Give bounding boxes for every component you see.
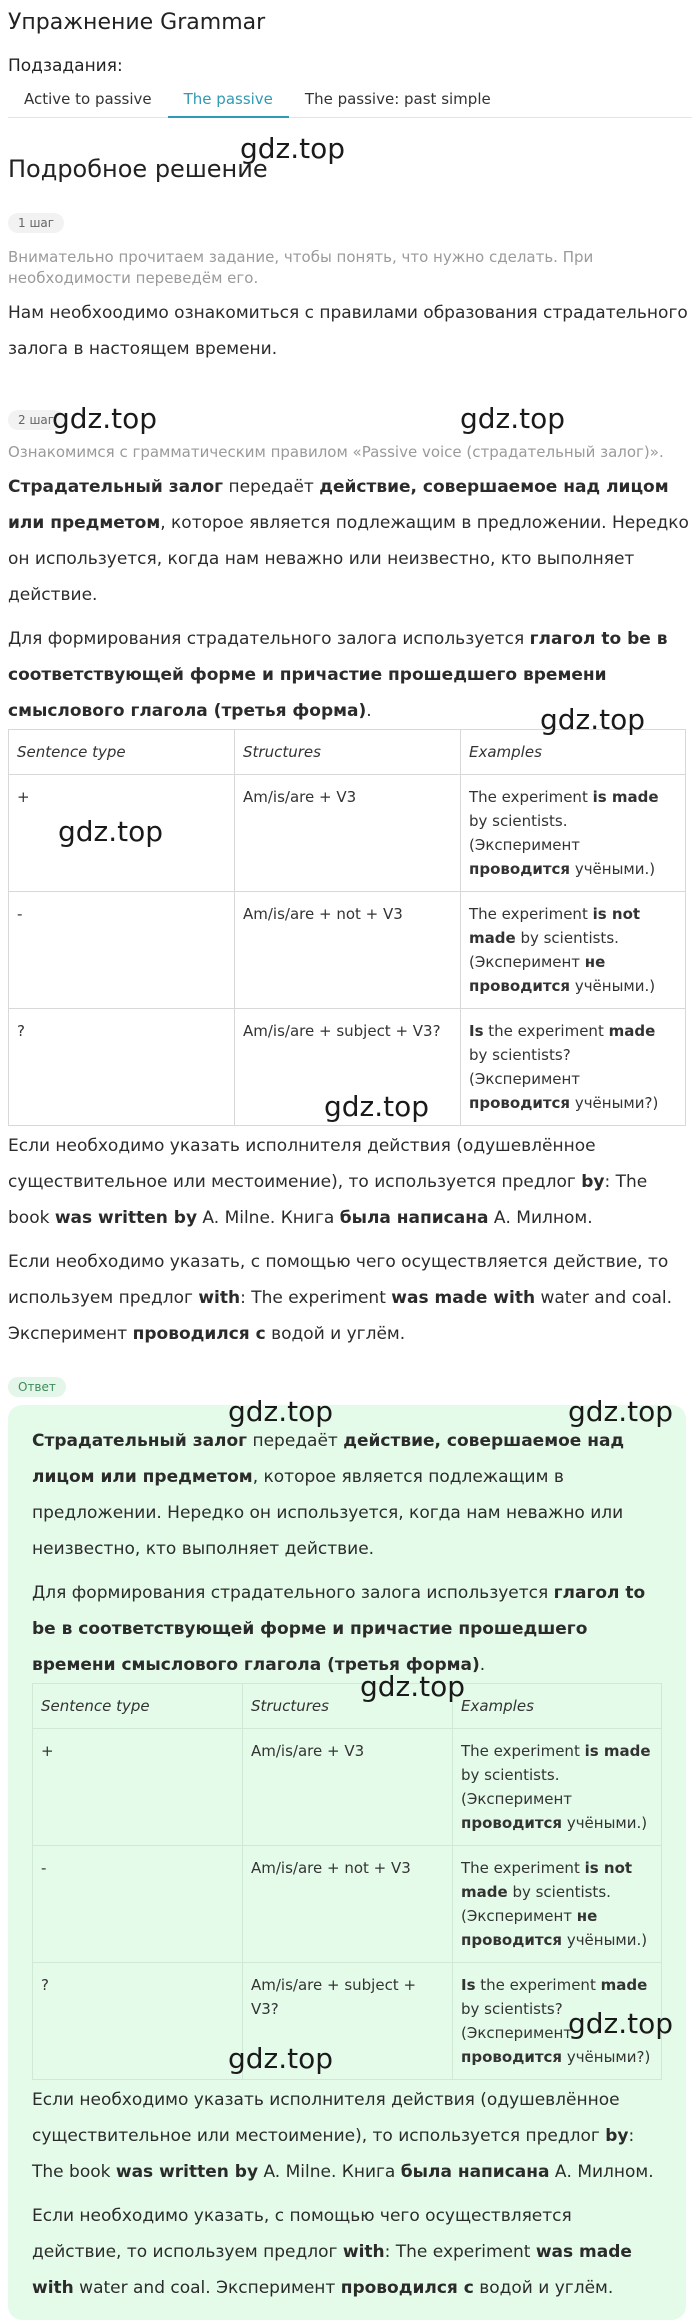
solution-heading: Подробное решение: [8, 155, 268, 183]
step-1-text: Нам необхоодимо ознакомиться с правилами образования страдательного залога в настоящем времени.: [8, 303, 688, 359]
table-header-row: [9, 730, 686, 775]
answer-chip: Ответ: [8, 1377, 66, 1397]
table-row: ? Am/is/are + subject + V3? Is the experiment made by scientists? (Эксперимент проводится учёными?): [9, 1009, 686, 1126]
step-1-hint: Внимательно прочитаем задание, чтобы понять, что нужно сделать. При необходимости переведём его.: [8, 248, 594, 287]
table-row: + Am/is/are + V3 The experiment is made by scientists. (Эксперимент проводится учёными.): [33, 1729, 662, 1846]
table-row: - Am/is/are + not + V3 The experiment is not made by scientists. (Эксперимент не проводится учёными.): [9, 892, 686, 1009]
step-1-chip: 1 шаг: [8, 213, 64, 233]
tab-the-passive[interactable]: The passive: [168, 84, 289, 118]
subtask-tabs: [8, 84, 692, 118]
watermark: gdz.top: [58, 815, 164, 848]
subtasks-label: Подзадания:: [8, 56, 123, 76]
watermark: gdz.top: [568, 1395, 674, 1428]
rule-table: [8, 729, 686, 1126]
answer-paragraph-2: Для формирования страдательного залога используется глагол to be в соответствующей форме и причастие прошедшего времени смыслового глагола (третья форма).: [32, 1583, 646, 1675]
table-row: - Am/is/are + not + V3 The experiment is not made by scientists. (Эксперимент не проводится учёными.): [33, 1846, 662, 1963]
tab-active-to-passive[interactable]: Active to passive: [24, 90, 152, 108]
answer-paragraph-3: Если необходимо указать исполнителя действия (одушевлённое существительное или местоимение), то используется предлог by: The book was written by A. Milne. Книга была написана А. Милном.: [32, 2090, 654, 2182]
watermark: gdz.top: [460, 402, 566, 435]
col-header-type: Sentence type: [9, 730, 235, 775]
watermark: gdz.top: [568, 2007, 674, 2040]
watermark: gdz.top: [324, 1090, 430, 1123]
table-row: + Am/is/are + V3 The experiment is made by scientists. (Эксперимент проводится учёными.): [9, 775, 686, 892]
rule-paragraph-3: Если необходимо указать исполнителя действия (одушевлённое существительное или местоимение), то используется предлог by: The book was written by A. Milne. Книга была написана А. Милном.: [8, 1136, 648, 1228]
rule-block: [8, 469, 692, 1352]
rule-paragraph-4: Если необходимо указать, с помощью чего осуществляется действие, то используем предлог with: The experiment was made with water and coal. Эксперимент проводился с водой и углём.: [8, 1252, 672, 1344]
answer-box: [8, 1405, 686, 2320]
page-title: Упражнение Grammar: [8, 10, 266, 35]
table-header-row: Sentence type Structures Examples: [33, 1684, 662, 1729]
step-2-hint: Ознакомимся с грамматическим правилом «Passive voice (страдательный залог)».: [8, 443, 664, 461]
watermark: gdz.top: [360, 1670, 466, 1703]
rule-paragraph-1: Страдательный залог передаёт действие, совершаемое над лицом или предметом, которое является подлежащим в предложении. Нередко он используется, когда нам неважно или неизвестно, кто выполняет действие.: [8, 477, 689, 605]
answer-paragraph-4: Если необходимо указать, с помощью чего осуществляется действие, то используем предлог with: The experiment was made with water and coal. Эксперимент проводился с водой и углём.: [32, 2206, 632, 2298]
col-header-structures: Structures: [235, 730, 461, 775]
watermark: gdz.top: [240, 132, 346, 165]
rule-paragraph-2: Для формирования страдательного залога используется глагол to be в соответствующей форме и причастие прошедшего времени смыслового глагола (третья форма).: [8, 629, 668, 721]
table-row: ? Am/is/are + subject + V3? Is the experiment made by scientists? (Эксперимент проводится учёными?): [33, 1963, 662, 2080]
tab-passive-past-simple[interactable]: The passive: past simple: [304, 90, 491, 108]
watermark: gdz.top: [228, 1395, 334, 1428]
col-header-examples: Examples: [461, 730, 686, 775]
watermark: gdz.top: [52, 402, 158, 435]
watermark: gdz.top: [540, 703, 646, 736]
step-2-chip: 2 шаг: [8, 410, 64, 430]
answer-paragraph-1: Страдательный залог передаёт действие, совершаемое над лицом или предметом, которое является подлежащим в предложении. Нередко он используется, когда нам неважно или неизвестно, кто выполняет действие.: [32, 1431, 625, 1559]
watermark: gdz.top: [228, 2042, 334, 2075]
